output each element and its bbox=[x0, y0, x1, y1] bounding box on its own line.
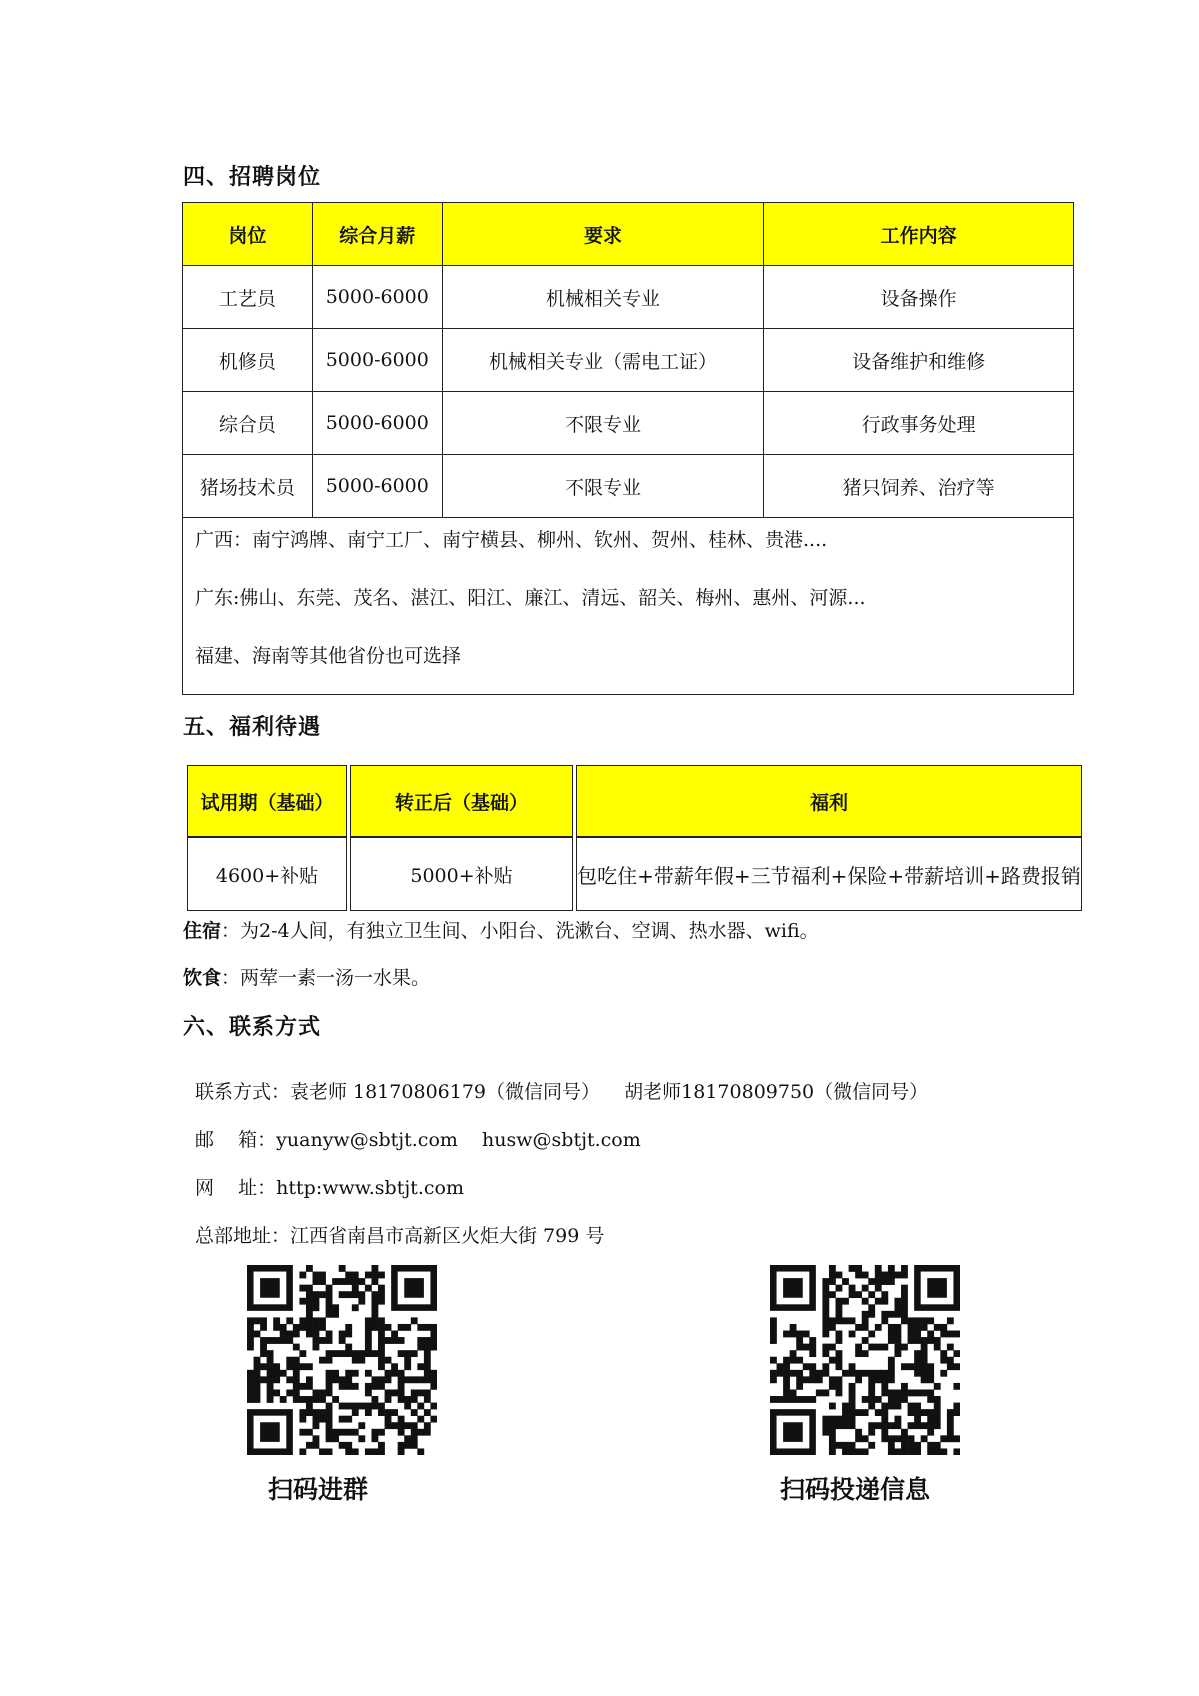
qr-code-group bbox=[247, 1265, 437, 1455]
section-title-recruitment: 四、招聘岗位 bbox=[183, 165, 322, 190]
contact-phones: 联系方式：袁老师 18170806179（微信同号） 胡老师18170809750（微信同号） bbox=[195, 1081, 929, 1103]
contact-website: 网 址：http:www.sbtjt.com bbox=[195, 1177, 465, 1199]
cell-job-content: 设备维护和维修 bbox=[764, 329, 1074, 392]
housing-text: ：为2-4人间，有独立卫生间、小阳台、洗漱台、空调、热水器、wifi。 bbox=[221, 920, 819, 942]
header-probation: 试用期（基础） bbox=[187, 765, 347, 837]
table-row bbox=[183, 455, 1074, 518]
table-row bbox=[183, 392, 1074, 455]
table-header-row bbox=[187, 765, 1082, 837]
section-title-benefits: 五、福利待遇 bbox=[183, 715, 322, 740]
cell-job-content: 行政事务处理 bbox=[764, 392, 1074, 455]
region-other: 福建、海南等其他省份也可选择 bbox=[195, 645, 462, 667]
qr-code-resume bbox=[770, 1265, 960, 1455]
cell-position: 工艺员 bbox=[183, 266, 313, 329]
cell-regular-pay: 5000+补贴 bbox=[350, 837, 573, 911]
qr-caption-group: 扫码进群 bbox=[268, 1475, 369, 1504]
cell-probation-pay: 4600+补贴 bbox=[187, 837, 347, 911]
header-position: 岗位 bbox=[183, 203, 313, 266]
header-salary: 综合月薪 bbox=[312, 203, 442, 266]
food-label: 饮食 bbox=[183, 967, 222, 989]
cell-salary: 5000-6000 bbox=[312, 455, 442, 518]
cell-requirements: 不限专业 bbox=[442, 455, 764, 518]
housing-paragraph bbox=[183, 916, 819, 943]
cell-welfare: 包吃住+带薪年假+三节福利+保险+带薪培训+路费报销 bbox=[576, 837, 1082, 911]
header-requirements: 要求 bbox=[442, 203, 764, 266]
cell-position: 机修员 bbox=[183, 329, 313, 392]
housing-label: 住宿 bbox=[183, 920, 222, 942]
table-row bbox=[183, 266, 1074, 329]
cell-salary: 5000-6000 bbox=[312, 329, 442, 392]
cell-salary: 5000-6000 bbox=[312, 266, 442, 329]
table-row bbox=[183, 329, 1074, 392]
cell-salary: 5000-6000 bbox=[312, 392, 442, 455]
section-title-contact: 六、联系方式 bbox=[183, 1015, 322, 1040]
cell-requirements: 机械相关专业（需电工证） bbox=[442, 329, 764, 392]
regions-cell bbox=[183, 518, 1074, 695]
cell-job-content: 猪只饲养、治疗等 bbox=[764, 455, 1074, 518]
qr-caption-resume: 扫码投递信息 bbox=[780, 1475, 931, 1504]
contact-address: 总部地址：江西省南昌市高新区火炬大街 799 号 bbox=[195, 1225, 605, 1247]
cell-job-content: 设备操作 bbox=[764, 266, 1074, 329]
cell-requirements: 不限专业 bbox=[442, 392, 764, 455]
food-paragraph bbox=[183, 963, 430, 990]
contact-email: 邮 箱：yuanyw@sbtjt.com husw@sbtjt.com bbox=[195, 1129, 641, 1151]
cell-position: 猪场技术员 bbox=[183, 455, 313, 518]
header-job-content: 工作内容 bbox=[764, 203, 1074, 266]
regions-row bbox=[183, 518, 1074, 695]
region-guangxi: 广西：南宁鸿牌、南宁工厂、南宁横县、柳州、钦州、贺州、桂林、贵港.... bbox=[195, 529, 828, 551]
header-welfare: 福利 bbox=[576, 765, 1082, 837]
table-header-row bbox=[183, 203, 1074, 266]
header-regular: 转正后（基础） bbox=[350, 765, 573, 837]
table-row bbox=[187, 837, 1082, 911]
food-text: ：两荤一素一汤一水果。 bbox=[221, 967, 431, 989]
cell-position: 综合员 bbox=[183, 392, 313, 455]
benefits-table bbox=[187, 765, 1082, 911]
jobs-table bbox=[182, 202, 1074, 695]
cell-requirements: 机械相关专业 bbox=[442, 266, 764, 329]
region-guangdong: 广东:佛山、东莞、茂名、湛江、阳江、廉江、清远、韶关、梅州、惠州、河源... bbox=[195, 587, 866, 609]
